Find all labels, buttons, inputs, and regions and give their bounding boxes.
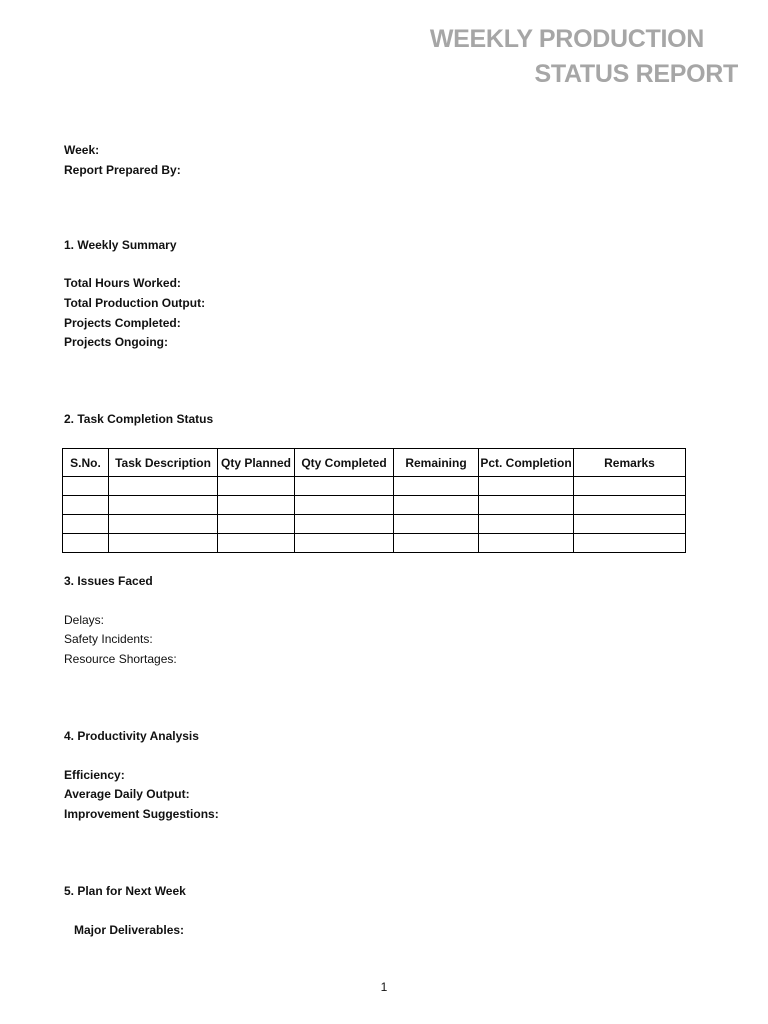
table-cell[interactable] xyxy=(295,477,394,496)
table-cell[interactable] xyxy=(218,534,295,553)
col-header-task-description: Task Description xyxy=(109,449,218,477)
table-cell[interactable] xyxy=(574,534,686,553)
table-row xyxy=(63,477,686,496)
table-row xyxy=(63,534,686,553)
table-cell[interactable] xyxy=(295,534,394,553)
safety-incidents-label: Safety Incidents: xyxy=(64,632,153,646)
efficiency-label: Efficiency: xyxy=(64,768,125,782)
section-issues-heading: 3. Issues Faced xyxy=(64,574,153,588)
title-line-1: WEEKLY PRODUCTION xyxy=(429,25,704,53)
table-cell[interactable] xyxy=(574,496,686,515)
projects-ongoing-label: Projects Ongoing: xyxy=(64,335,169,349)
section-weekly-summary-heading: 1. Weekly Summary xyxy=(64,238,177,252)
resource-shortages-label: Resource Shortages: xyxy=(64,652,177,666)
table-cell[interactable] xyxy=(394,534,479,553)
table-cell[interactable] xyxy=(394,496,479,515)
table-cell[interactable] xyxy=(109,496,218,515)
table-cell[interactable] xyxy=(218,477,295,496)
task-completion-table xyxy=(62,448,686,553)
table-cell[interactable] xyxy=(479,534,574,553)
prepared-by-label: Report Prepared By: xyxy=(64,163,181,177)
col-header-qty-completed: Qty Completed xyxy=(295,449,394,477)
table-cell[interactable] xyxy=(394,477,479,496)
title-line-2: STATUS REPORT xyxy=(534,60,738,88)
col-header-remaining: Remaining xyxy=(394,449,479,477)
table-cell[interactable] xyxy=(479,477,574,496)
week-label: Week: xyxy=(64,143,100,157)
table-cell[interactable] xyxy=(394,515,479,534)
table-cell[interactable] xyxy=(63,515,109,534)
total-hours-label: Total Hours Worked: xyxy=(64,276,181,290)
table-cell[interactable] xyxy=(218,515,295,534)
section-productivity-heading: 4. Productivity Analysis xyxy=(64,729,199,743)
section-task-status-heading: 2. Task Completion Status xyxy=(64,412,214,426)
table-cell[interactable] xyxy=(63,477,109,496)
table-cell[interactable] xyxy=(295,496,394,515)
total-output-label: Total Production Output: xyxy=(64,296,206,310)
projects-completed-label: Projects Completed: xyxy=(64,316,181,330)
delays-label: Delays: xyxy=(64,613,105,627)
table-cell[interactable] xyxy=(218,496,295,515)
report-title xyxy=(380,22,740,88)
table-cell[interactable] xyxy=(574,477,686,496)
col-header-pct-completion: Pct. Completion xyxy=(479,449,574,477)
table-row xyxy=(63,496,686,515)
col-header-remarks: Remarks xyxy=(574,449,686,477)
average-daily-output-label: Average Daily Output: xyxy=(64,787,190,801)
improvement-suggestions-label: Improvement Suggestions: xyxy=(64,807,219,821)
table-cell[interactable] xyxy=(109,534,218,553)
page-number: 1 xyxy=(380,980,388,994)
table-cell[interactable] xyxy=(109,477,218,496)
col-header-sno: S.No. xyxy=(63,449,109,477)
table-header-row xyxy=(63,449,686,477)
table-row xyxy=(63,515,686,534)
table-cell[interactable] xyxy=(295,515,394,534)
table-cell[interactable] xyxy=(574,515,686,534)
col-header-qty-planned: Qty Planned xyxy=(218,449,295,477)
table-cell[interactable] xyxy=(63,534,109,553)
section-next-week-heading: 5. Plan for Next Week xyxy=(64,884,186,898)
major-deliverables-label: Major Deliverables: xyxy=(74,923,185,937)
table-cell[interactable] xyxy=(479,515,574,534)
table-cell[interactable] xyxy=(63,496,109,515)
table-cell[interactable] xyxy=(479,496,574,515)
table-cell[interactable] xyxy=(109,515,218,534)
